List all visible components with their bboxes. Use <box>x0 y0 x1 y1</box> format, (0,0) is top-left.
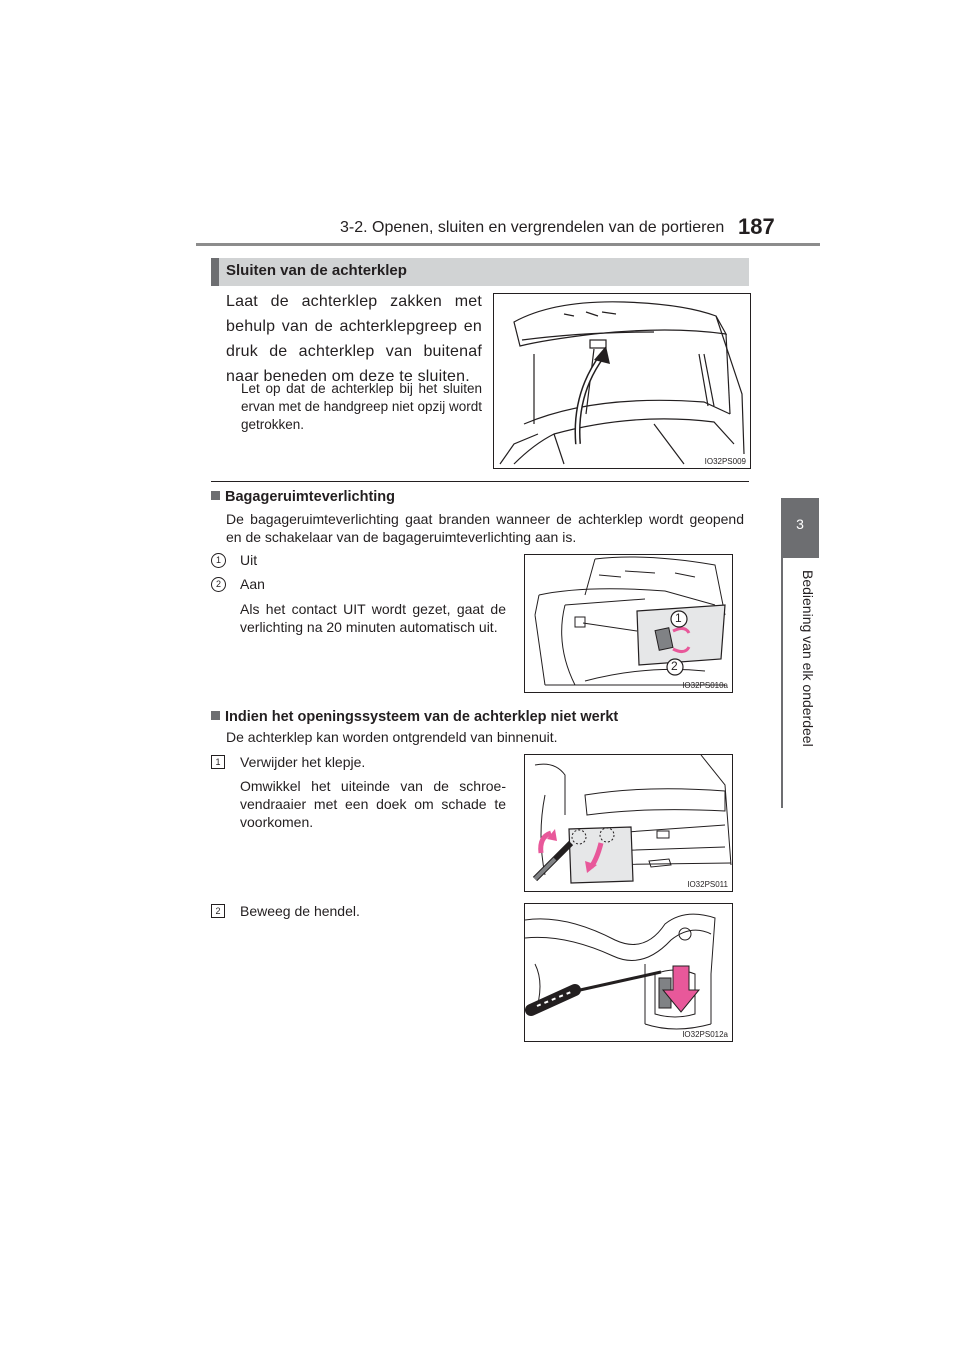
figure-code: IO32PS011 <box>687 880 728 889</box>
tailgate-illustration <box>494 294 750 468</box>
step-number-1: 1 <box>211 755 225 769</box>
section-heading: Sluiten van de achterklep <box>226 262 407 279</box>
chapter-number: 3 <box>796 516 804 532</box>
figure-code: IO32PS009 <box>704 457 746 466</box>
luggage-light-note: Als het contact UIT wordt gezet, gaat de verlichting na 20 minuten automatisch uit. <box>240 601 506 635</box>
chapter-tab-line <box>781 558 783 808</box>
luggage-light-heading <box>211 489 395 505</box>
callout-2: 2 <box>671 659 678 673</box>
chapter-title: Bediening van elk onderdeel <box>800 570 816 747</box>
step-1-note: Omwikkel het uiteinde van de schroe-vendraaier met een doek om schade te voorkomen. <box>240 778 506 830</box>
luggage-light-illustration <box>525 555 732 692</box>
page-number: 187 <box>738 214 775 239</box>
item-number-1: 1 <box>211 553 226 568</box>
section-note: Let op dat de achterklep bij het sluiten ervan met de handgreep niet opzij wordt getrokken. <box>241 381 482 432</box>
square-bullet-icon <box>211 491 220 500</box>
move-lever-illustration <box>525 904 732 1041</box>
remove-cover-illustration <box>525 755 732 891</box>
step-2-text: Beweeg de hendel. <box>240 903 360 919</box>
figure-luggage-light-switch <box>524 554 733 693</box>
luggage-light-heading-text: Bagageruimteverlichting <box>225 489 396 505</box>
figure-code: IO32PS010a <box>682 681 728 690</box>
luggage-light-description: De bagageruimteverlichting gaat branden wanneer de achterklep wordt geopend en de schakelaar van de bagageruimteverlichting aan is. <box>226 511 744 545</box>
step-number-2: 2 <box>211 904 225 918</box>
open-system-description: De achterklep kan worden ontgrendeld van binnenuit. <box>226 729 558 745</box>
section-heading-accent <box>211 258 219 286</box>
step-1-text: Verwijder het klepje. <box>240 754 366 770</box>
item-number-2: 2 <box>211 577 226 592</box>
section-intro-text: Laat de achterklep zakken met behulp van de achterklepgreep en druk de achterklep van buitenaf naar beneden om deze te sluiten. <box>226 293 482 385</box>
figure-remove-cover <box>524 754 733 892</box>
square-bullet-icon <box>211 711 220 720</box>
callout-1: 1 <box>675 611 682 625</box>
header-rule <box>196 243 820 246</box>
running-header-title: 3-2. Openen, sluiten en vergrendelen van de portieren <box>340 219 725 236</box>
open-system-heading-text: Indien het openingssysteem van de achterklep niet werkt <box>225 709 619 725</box>
figure-move-lever <box>524 903 733 1042</box>
open-system-heading <box>211 709 618 725</box>
section-divider <box>211 481 749 482</box>
figure-closing-tailgate <box>493 293 751 469</box>
item-label-uit: Uit <box>240 552 258 568</box>
figure-code: IO32PS012a <box>682 1030 728 1039</box>
item-label-aan: Aan <box>240 576 265 592</box>
